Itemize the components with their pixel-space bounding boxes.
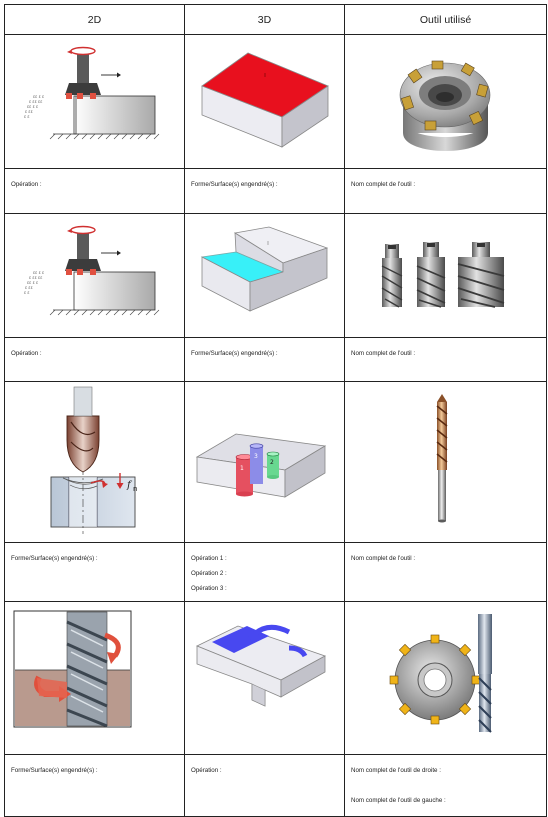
label-tool-4-left: Nom complet de l'outil de gauche :: [351, 797, 446, 804]
svg-text:ɛ ɛ: ɛ ɛ: [24, 114, 30, 119]
label-2d-1: Opération :: [11, 181, 42, 188]
label-tool-1: Nom complet de l'outil :: [351, 181, 416, 188]
label-2d-4: Forme/Surface(s) engendré(s) :: [11, 767, 98, 774]
label-3d-2: Forme/Surface(s) engendré(s) :: [191, 350, 278, 357]
label-3d-4: Opération :: [191, 767, 222, 774]
label-tool-4-right: Nom complet de l'outil de droite :: [351, 767, 441, 774]
text-row-4: [5, 755, 547, 817]
hole-label-3: 3: [254, 453, 258, 460]
slot-cutter-and-end-mill-icon: [345, 602, 547, 755]
hole-label-2: 2: [270, 459, 274, 466]
milled-top-face-3d-icon: [185, 35, 345, 169]
text-row-3: [5, 543, 547, 602]
svg-text:ɛ ɛɛ: ɛ ɛɛ: [25, 285, 33, 290]
svg-text:ɛ ɛ: ɛ ɛ: [24, 290, 30, 295]
step-milling-2d-icon: [5, 214, 185, 338]
image-row-2: [5, 214, 547, 338]
svg-text:ɛɛ ɛ ɛ: ɛɛ ɛ ɛ: [33, 94, 45, 99]
label-3d-3a: Opération 1 :: [191, 555, 227, 562]
header-3d: 3D: [185, 5, 345, 35]
svg-text:ɛ ɛɛ ɛɛ: ɛ ɛɛ ɛɛ: [29, 99, 43, 104]
slotted-block-3d-icon: [185, 602, 345, 755]
end-mill-set-icon: [345, 214, 547, 338]
step-shoulder-3d-icon: [185, 214, 345, 338]
helical-milling-2d-icon: [5, 602, 185, 755]
image-row-1: [5, 35, 547, 169]
text-row-2: [5, 338, 547, 382]
label-tool-3: Nom complet de l'outil :: [351, 555, 416, 562]
text-row-1: [5, 169, 547, 214]
drilling-2d-icon: [5, 382, 185, 543]
label-tool-2: Nom complet de l'outil :: [351, 350, 416, 357]
header-2d: 2D: [5, 5, 185, 35]
svg-text:ɛ ɛɛ: ɛ ɛɛ: [25, 109, 33, 114]
hole-label-1: 1: [240, 465, 244, 472]
label-2d-3: Forme/Surface(s) engendré(s) :: [11, 555, 98, 562]
svg-text:ɛɛ ɛ ɛ: ɛɛ ɛ ɛ: [27, 104, 39, 109]
label-2d-2: Opération :: [11, 350, 42, 357]
svg-text:ɛ ɛɛ ɛɛ: ɛ ɛɛ ɛɛ: [29, 275, 43, 280]
svg-text:ɛɛ ɛ ɛ: ɛɛ ɛ ɛ: [33, 270, 45, 275]
header-tool: Outil utilisé: [345, 5, 547, 35]
label-3d-1: Forme/Surface(s) engendré(s) :: [191, 181, 278, 188]
twist-drill-icon: [345, 382, 547, 543]
feed-subscript: n: [133, 485, 138, 493]
svg-text:ɛɛ ɛ ɛ: ɛɛ ɛ ɛ: [27, 280, 39, 285]
face-milling-cutter-icon: [345, 35, 547, 169]
feed-label: f: [127, 480, 131, 491]
holes-block-3d-icon: [185, 382, 345, 543]
worksheet-table: [4, 4, 547, 817]
label-3d-3c: Opération 3 :: [191, 585, 227, 592]
header-row: [5, 5, 547, 35]
label-3d-3b: Opération 2 :: [191, 570, 227, 577]
face-milling-2d-icon: [5, 35, 185, 169]
image-row-3: [5, 382, 547, 543]
image-row-4: [5, 602, 547, 755]
